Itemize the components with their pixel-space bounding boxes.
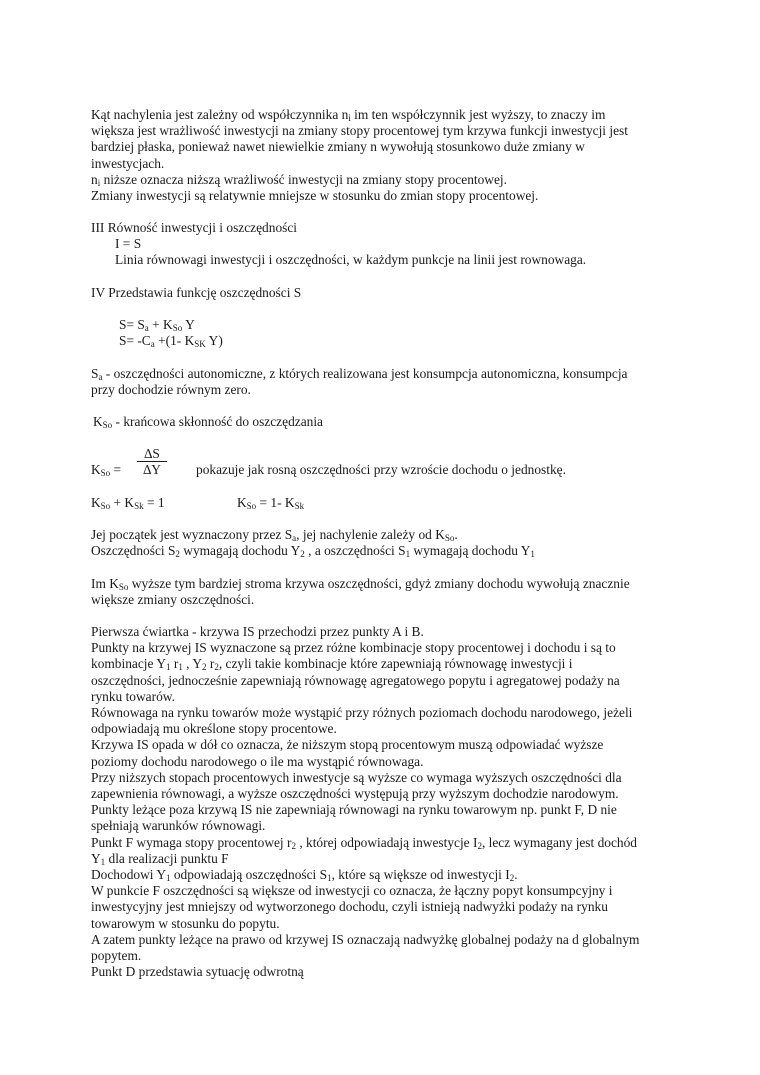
text-line: $n_i$ niższe oznacza niższą wrażliwość inwestycji na zmiany stopy procentowej. [91,171,507,188]
saving-function-2: $S= -C_a +(1-$ $K_{SK}$ Y) [119,333,223,350]
paragraph-sa-definition [91,366,681,398]
text-line: $S_a$ - oszczędności autonomiczne, z których realizowana jest konsumpcja autonomiczna, konsumpcja [91,366,628,382]
saving-function-1: $S= S_a + K_{So}$ Y [119,317,195,333]
text-line: Krzywa IS opada w dół co oznacza, że niższym stopą procentowym muszą odpowiadać wyższe [91,737,604,753]
text-line: oszczędności, jednocześnie zapewniają równowagę agregatowego popytu i agregatowej podaży na [91,672,620,688]
section-four [91,285,681,301]
saving-functions [91,317,681,349]
text-line: Dochodowi $Y_1$ odpowiadają oszczędności $S_1$, które są większe od inwestycji $I_2$. [91,867,518,884]
text-line: Im $K_{So}$ wyższe tym bardziej stroma krzywa oszczędności, gdyż zmiany dochodu wywołują znacznie [91,576,630,592]
identity-right: $K_{So} = 1-$ $K_{Sk}$ [237,495,305,511]
fraction-description: pokazuje jak rosną oszczędności przy wzroście dochodu o jednostkę. [196,462,566,477]
text-line: inwestycyjny jest mniejszy od wytworzonego dochodu, czyli istnieją nadwyżki podaży na rynku [91,899,608,915]
text-line: popytem. [91,948,142,964]
text-line: rynku towarów. [91,688,175,704]
text-line: Punkt D przedstawia sytuację odwrotną [91,964,304,980]
text-line: W punkcie F oszczędności są większe od inwestycji co oznacza, że łączny popyt konsumpcyjny i [91,883,613,899]
text-line: większa jest wrażliwość inwestycji na zmiany stopy procentowej tym krzywa funkcji inwestycji jest [91,123,628,139]
text-line: $K_{So}$ - krańcowa skłonność do oszczędzania [93,414,324,430]
section-heading: IV Przedstawia funkcję oszczędności S [91,285,302,300]
text-line: Zmiany inwestycji są relatywnie mniejsze w stosunku do zmian stopy procentowej. [91,188,539,204]
fraction-numerator: ∆S [144,446,160,461]
text-line: poziomy dochodu narodowego o ile ma wystąpić równowaga. [91,753,424,769]
paragraph-steepness [91,576,681,608]
paragraph-start [91,527,681,559]
kso-definition [93,414,683,430]
section-three [91,220,681,269]
text-line: inwestycjach. [91,155,165,171]
text-line: Punkty leżące poza krzywą IS nie zapewniają równowagi na rynku towarowym np. punkt F, D nie [91,802,617,818]
text-line: Linia równowagi inwestycji i oszczędności, w każdym punkcje na linii jest rownowaga. [115,252,587,268]
text-line: Punkty na krzywej IS wyznaczone są przez różne kombinacje stopy procentowej i dochodu i są to [91,640,616,656]
fraction-lhs: $K_{So}$ = [91,462,122,478]
text-line: $Y_1$ dla realizacji punktu F [91,850,229,867]
text-line: spełniają warunków równowagi. [91,818,266,834]
text-line: Punkt F wymaga stopy procentowej $r_2$ , której odpowiadają inwestycje $I_2$, lecz wymagany jest dochód [91,834,637,851]
text-line: bardziej płaska, ponieważ nawet niewielkie zmiany n wywołują stosunkowo duże zmiany w [91,139,585,155]
text-line: przy dochodzie równym zero. [91,382,251,398]
equation-i-equals-s: I = S [115,236,142,252]
identity-left: $K_{So} + K_{Sk} = 1$ [91,495,165,511]
text-line: Przy niższych stopach procentowych inwestycje są wyższe co wymaga wyższych oszczędności dla [91,769,622,785]
paragraph-inclination [91,107,681,204]
text-line: Jej początek jest wyznaczony przez $S_a$, jej nachylenie zależy od $K_{So}$. [91,527,458,543]
text-line: Kąt nachylenia jest zależny od współczynnika $n_i$ im ten współczynnik jest wyższy, to znaczy im [91,107,606,123]
text-line: zapewnienia równowagi, a wyższe oszczędności występują przy wyższym dochodzie narodowym. [91,786,619,802]
text-line: towarowym w stosunku do popytu. [91,915,280,931]
text-line: kombinacje $Y_1$ $r_1$ , $Y_2$ $r_2$, czyli takie kombinacje które zapewniają równowagę inwestycji i [91,656,573,673]
section-is-curve [91,624,681,980]
text-line: odpowiadają mu określone stopy procentowe. [91,721,337,737]
text-line: większe zmiany oszczędności. [91,592,255,608]
text-line: Równowaga na rynku towarów może wystąpić przy różnych poziomach dochodu narodowego, jeżeli [91,705,633,721]
text-line: A zatem punkty leżące na prawo od krzywej IS oznaczają nadwyżkę globalnej podaży na d globalnym [91,931,640,947]
fraction-denominator: ∆Y [143,462,161,477]
section-heading: III Równość inwestycji i oszczędności [91,220,298,235]
text-line: Oszczędności $S_2$ wymagają dochodu $Y_2$ , a oszczędności $S_1$ wymagają dochodu $Y_1$ [91,543,535,560]
text-line: Pierwsza ćwiartka - krzywa IS przechodzi przez punkty A i B. [91,624,424,639]
